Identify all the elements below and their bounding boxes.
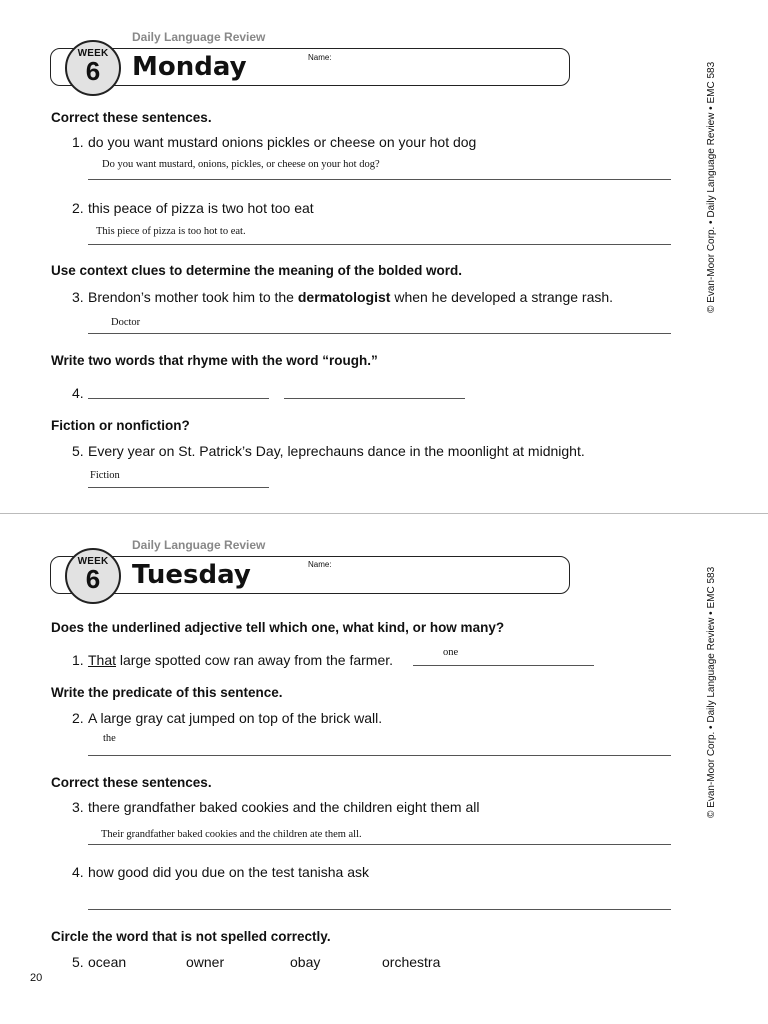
week-number: 6 <box>85 564 101 594</box>
bolded-word: dermatologist <box>297 289 391 305</box>
question-number: 5. <box>72 443 84 459</box>
name-label: Name: <box>308 560 332 569</box>
answer-text[interactable]: Their grandfather baked cookies and the children ate them all. <box>101 829 362 840</box>
question-text: do you want mustard onions pickles or cheese on your hot dog <box>88 134 477 150</box>
page-divider <box>0 513 768 514</box>
copyright-credit: © Evan-Moor Corp. • Daily Language Review • EMC 583 <box>706 566 717 818</box>
answer-line <box>88 755 671 756</box>
question-number: 4. <box>72 385 84 401</box>
instruction-fiction: Fiction or nonfiction? <box>51 418 190 433</box>
answer-line <box>413 665 594 666</box>
copyright-credit: © Evan-Moor Corp. • Daily Language Review • EMC 583 <box>706 61 717 313</box>
word-choice[interactable]: obay <box>290 954 321 970</box>
instruction-correct: Correct these sentences. <box>51 775 212 790</box>
day-title: Monday <box>132 52 247 82</box>
underlined-adjective: That <box>88 652 117 668</box>
series-title: Daily Language Review <box>132 30 266 44</box>
answer-line[interactable] <box>88 398 269 399</box>
name-label: Name: <box>308 53 332 62</box>
answer-text[interactable]: This piece of pizza is too hot to eat. <box>96 226 246 237</box>
week-badge <box>65 548 121 604</box>
instruction-spelling: Circle the word that is not spelled correctly. <box>51 929 331 944</box>
question-number: 1. <box>72 134 84 150</box>
answer-line <box>88 179 671 180</box>
answer-line <box>88 487 269 488</box>
answer-line[interactable] <box>284 398 465 399</box>
answer-text[interactable]: one <box>443 647 459 658</box>
question-text: this peace of pizza is two hot too eat <box>88 200 314 216</box>
week-badge <box>65 40 121 96</box>
question-text: there grandfather baked cookies and the children eight them all <box>88 799 480 815</box>
series-title: Daily Language Review <box>132 538 266 552</box>
question-text: how good did you due on the test tanisha ask <box>88 864 369 880</box>
answer-line <box>88 844 671 845</box>
question-text: A large gray cat jumped on top of the brick wall. <box>88 710 383 726</box>
question-text-start: Brendon’s mother took him to the <box>88 289 298 305</box>
question-number: 3. <box>72 289 84 305</box>
word-choice[interactable]: owner <box>186 954 225 970</box>
week-number: 6 <box>85 56 101 86</box>
answer-text[interactable]: Fiction <box>90 470 120 481</box>
answer-text[interactable]: the <box>103 733 116 744</box>
question-text-end: large spotted cow ran away from the farmer. <box>116 652 394 668</box>
week-label: WEEK <box>77 556 109 567</box>
question-number: 3. <box>72 799 84 815</box>
instruction-context-clues: Use context clues to determine the meaning of the bolded word. <box>51 263 463 278</box>
question-text: Every year on St. Patrick’s Day, leprechauns dance in the moonlight at midnight. <box>88 443 585 459</box>
answer-line <box>88 244 671 245</box>
question-number: 5. <box>72 954 84 970</box>
word-choice[interactable]: ocean <box>88 954 127 970</box>
instruction-predicate: Write the predicate of this sentence. <box>51 685 283 700</box>
instruction-adjective: Does the underlined adjective tell which one, what kind, or how many? <box>51 620 505 635</box>
question-number: 2. <box>72 200 84 216</box>
week-label: WEEK <box>77 48 109 59</box>
day-title: Tuesday <box>132 560 251 590</box>
question-text <box>88 289 613 305</box>
answer-line <box>88 333 671 334</box>
question-text-end: when he developed a strange rash. <box>390 289 614 305</box>
word-choice[interactable]: orchestra <box>382 954 441 970</box>
question-number: 2. <box>72 710 84 726</box>
answer-text[interactable]: Do you want mustard, onions, pickles, or cheese on your hot dog? <box>102 159 380 170</box>
question-number: 4. <box>72 864 84 880</box>
question-number: 1. <box>72 652 84 668</box>
answer-text[interactable]: Doctor <box>111 317 141 328</box>
instruction-correct: Correct these sentences. <box>51 110 212 125</box>
question-text <box>88 652 393 668</box>
page-number: 20 <box>30 972 43 984</box>
instruction-rhyme: Write two words that rhyme with the word “rough.” <box>51 353 378 368</box>
answer-line[interactable] <box>88 909 671 910</box>
